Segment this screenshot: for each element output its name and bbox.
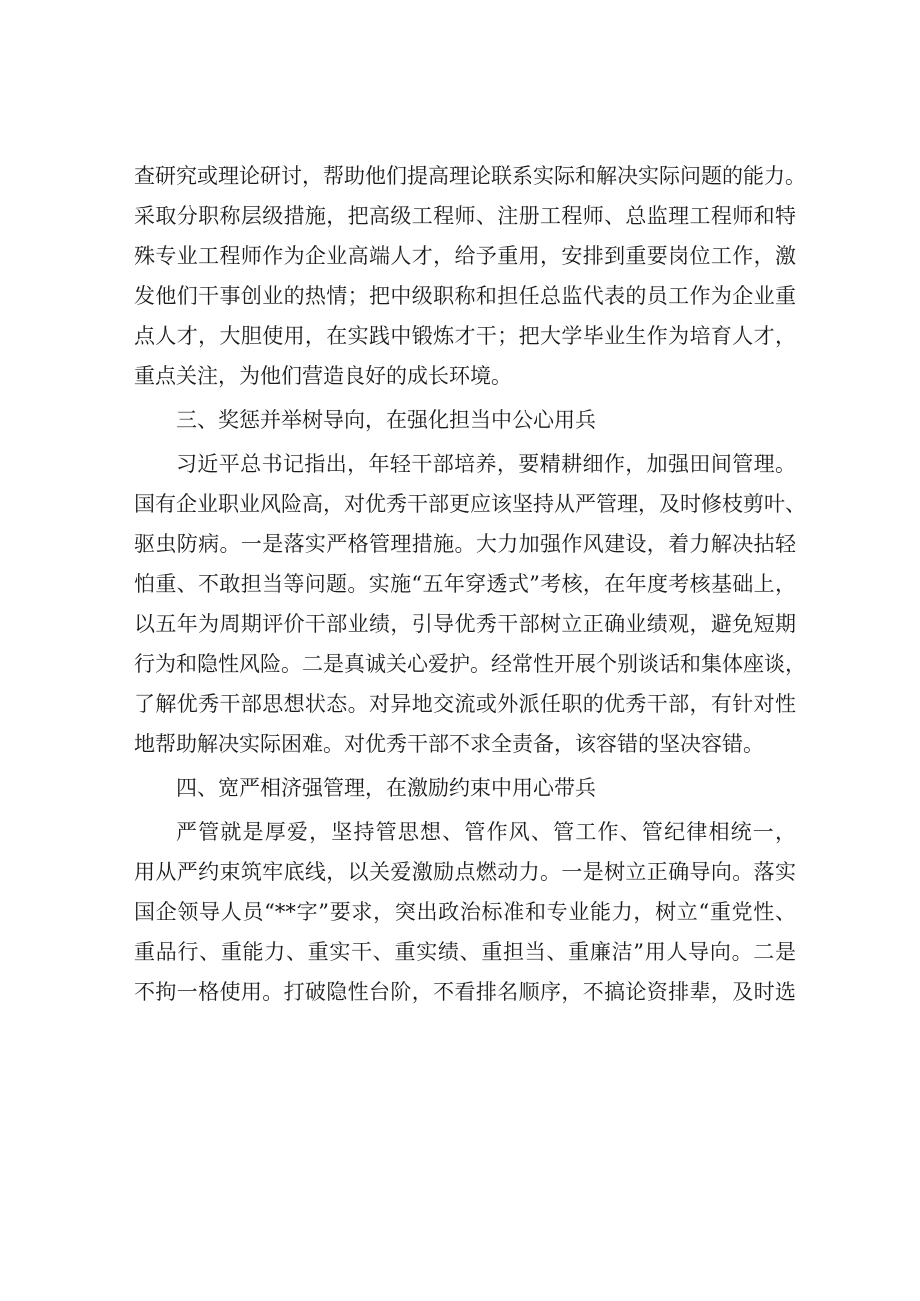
text-line: 习近平总书记指出，年轻干部培养，要精耕细作，加强田间管理。 <box>176 452 796 476</box>
text-line: 发他们干事创业的热情；把中级职称和担任总监代表的员工作为企业重 <box>134 284 796 308</box>
text-line: 用从严约束筑牢底线，以关爱激励点燃动力。一是树立正确导向。落实 <box>134 860 796 884</box>
text-line: 不拘一格使用。打破隐性台阶，不看排名顺序，不搞论资排辈，及时选 <box>134 980 796 1004</box>
text-line: 国企领导人员“**字”要求，突出政治标准和专业能力，树立“重党性、 <box>134 900 796 924</box>
section-heading-3: 三、奖惩并举树导向，在强化担当中公心用兵 <box>176 408 596 432</box>
text-line: 重点关注，为他们营造良好的成长环境。 <box>134 364 512 388</box>
text-line: 怕重、不敢担当等问题。实施“五年穿透式”考核，在年度考核基础上， <box>134 572 796 596</box>
document-body <box>134 156 806 1012</box>
text-line: 驱虫防病。一是落实严格管理措施。大力加强作风建设，着力解决拈轻 <box>134 532 796 556</box>
text-line: 国有企业职业风险高，对优秀干部更应该坚持从严管理，及时修枝剪叶、 <box>134 492 806 516</box>
text-line: 查研究或理论研讨，帮助他们提高理论联系实际和解决实际问题的能力。 <box>134 164 806 188</box>
paragraph <box>134 156 806 396</box>
section-heading-4: 四、宽严相济强管理，在激励约束中用心带兵 <box>176 776 596 800</box>
text-line: 以五年为周期评价干部业绩，引导优秀干部树立正确业绩观，避免短期 <box>134 612 796 636</box>
text-line: 点人才，大胆使用，在实践中锻炼才干；把大学毕业生作为培育人才， <box>134 324 796 348</box>
text-line: 重品行、重能力、重实干、重实绩、重担当、重廉洁”用人导向。二是 <box>134 940 796 964</box>
text-line: 殊专业工程师作为企业高端人才，给予重用，安排到重要岗位工作，激 <box>134 244 796 268</box>
text-line: 地帮助解决实际困难。对优秀干部不求全责备，该容错的坚决容错。 <box>134 732 764 756</box>
paragraph <box>134 812 796 1012</box>
text-line: 了解优秀干部思想状态。对异地交流或外派任职的优秀干部，有针对性 <box>134 692 796 716</box>
text-line: 行为和隐性风险。二是真诚关心爱护。经常性开展个别谈话和集体座谈， <box>134 652 806 676</box>
paragraph <box>134 444 806 764</box>
text-line: 采取分职称层级措施，把高级工程师、注册工程师、总监理工程师和特 <box>134 204 796 228</box>
text-line: 严管就是厚爱，坚持管思想、管作风、管工作、管纪律相统一， <box>176 820 796 844</box>
